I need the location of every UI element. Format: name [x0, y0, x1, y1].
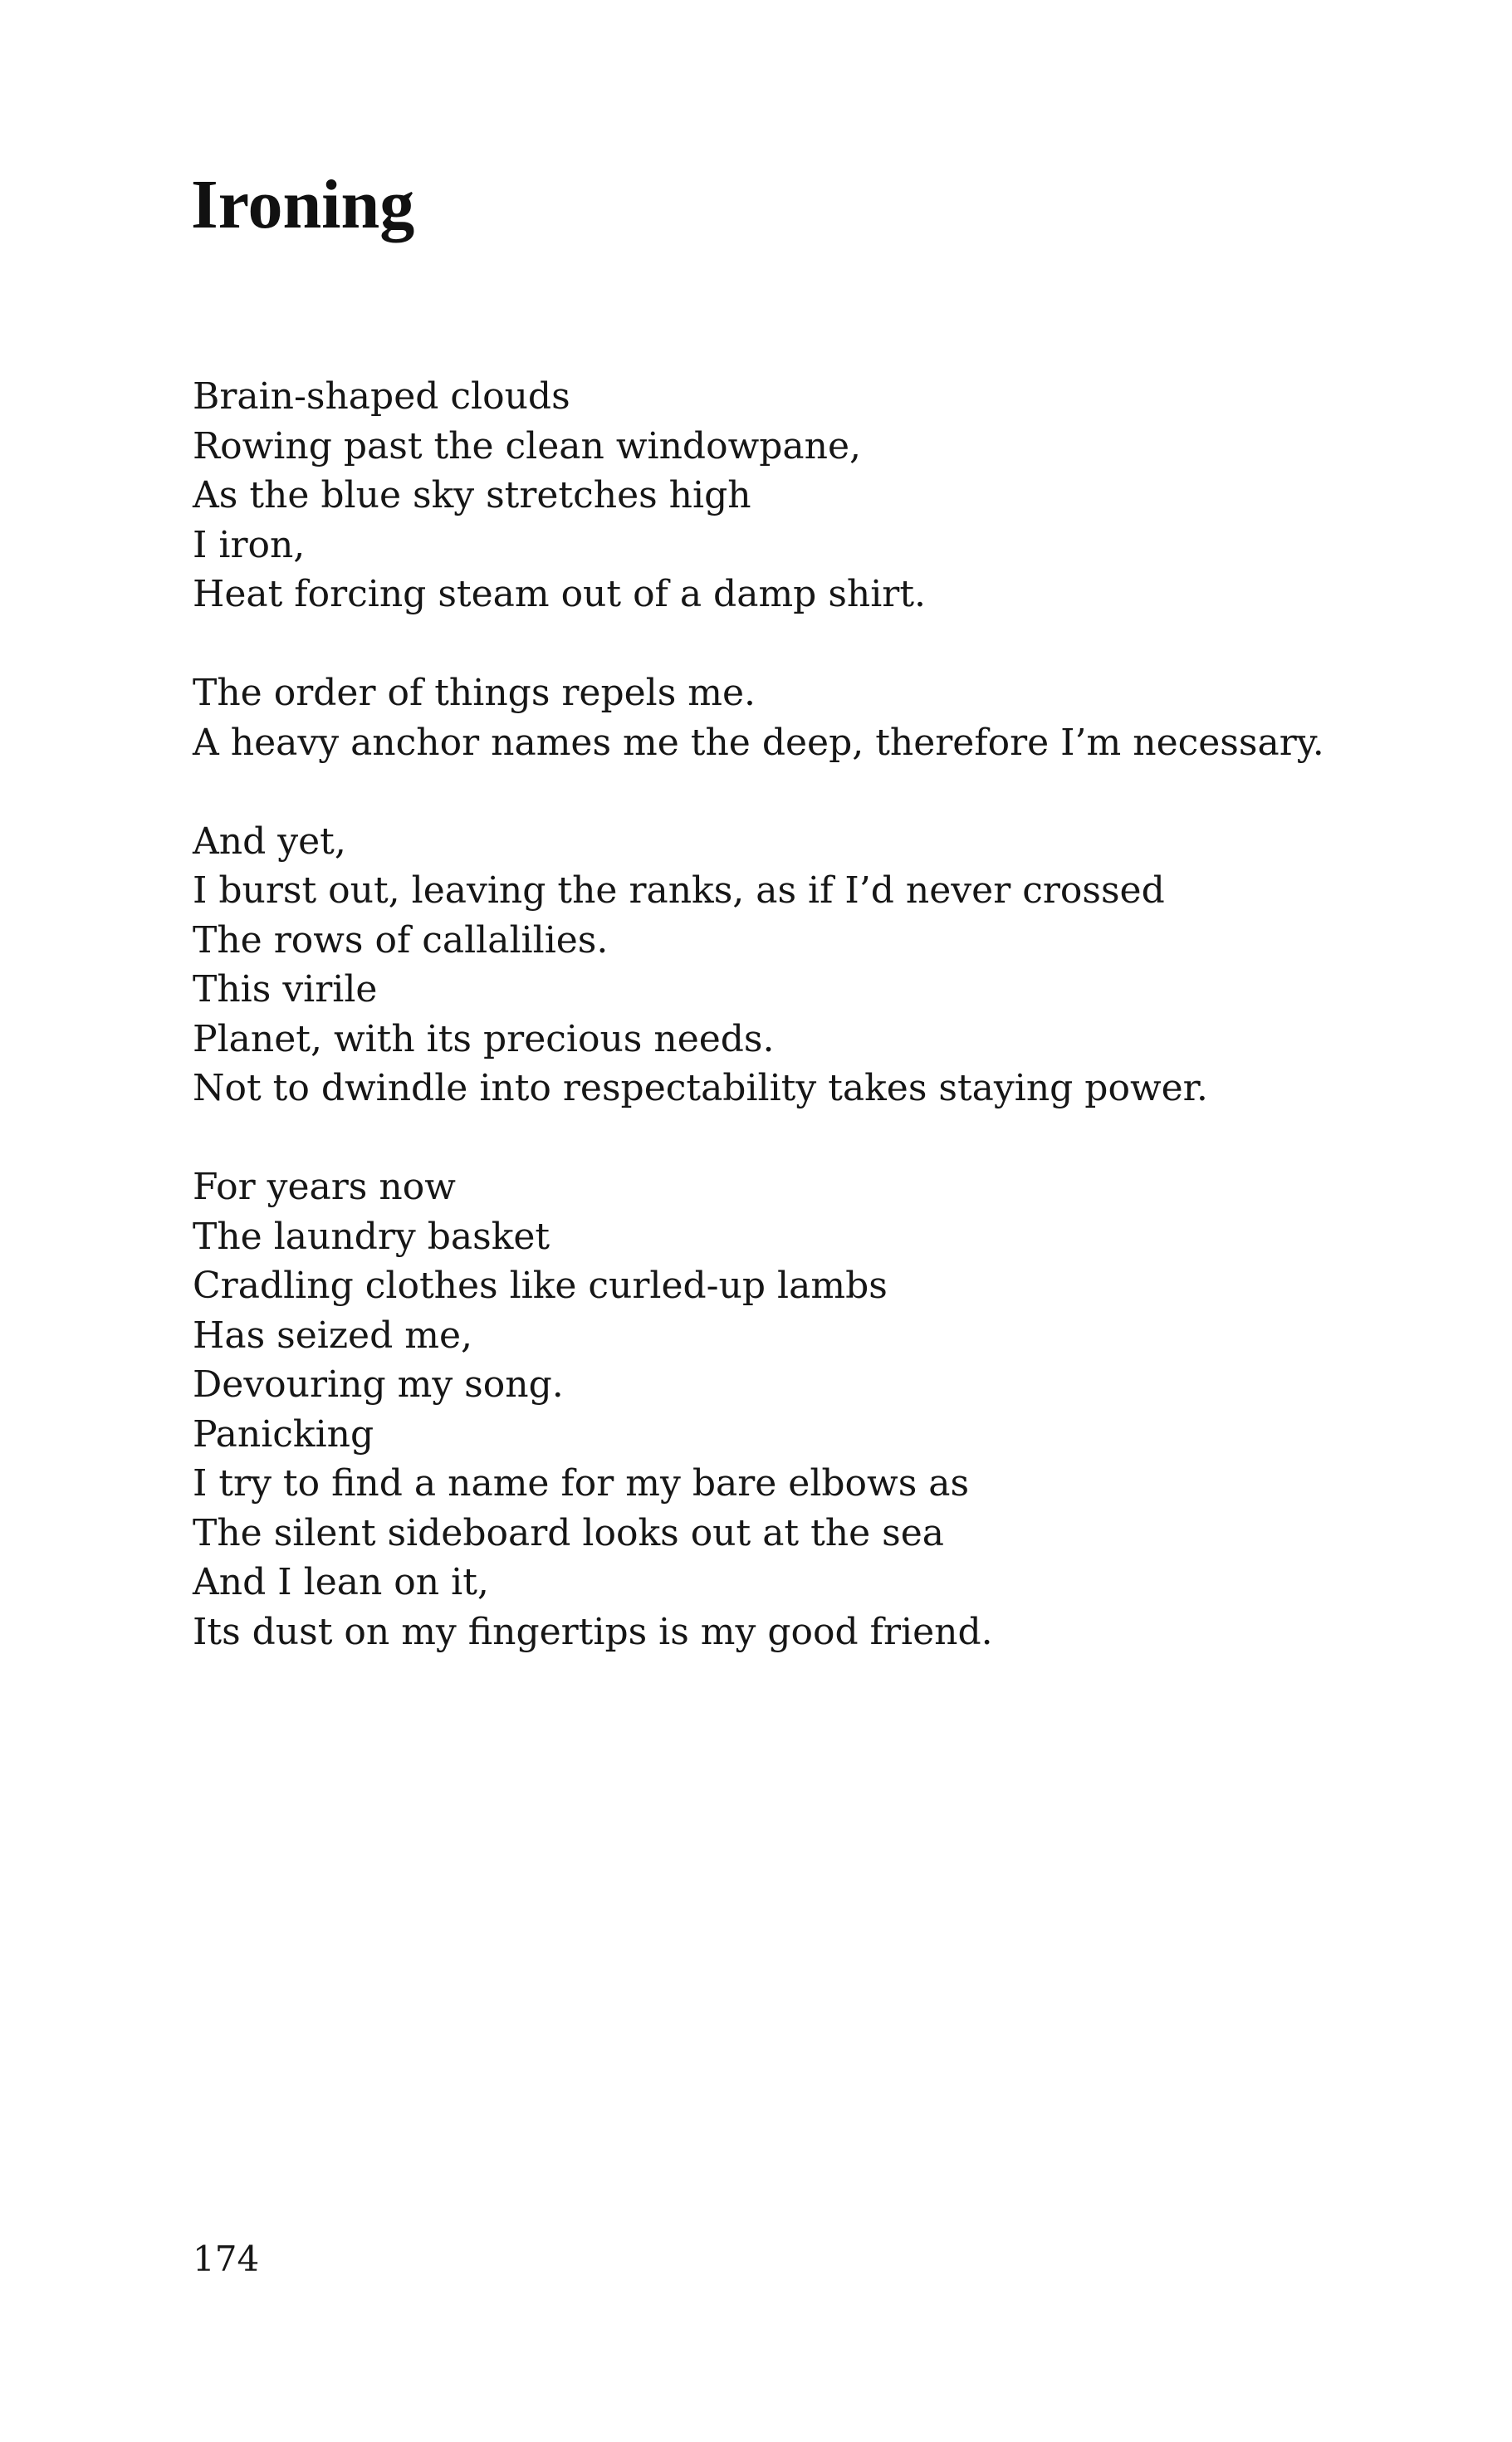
poem-line: I iron, [193, 523, 306, 566]
poem-line: And I lean on it, [193, 1561, 489, 1603]
poem-line: Has seized me, [193, 1314, 472, 1357]
stanza-2 [193, 668, 1438, 767]
poem-line: Panicking [193, 1412, 374, 1456]
poem-line: Not to dwindle into respectability takes staying power. [193, 1067, 1208, 1109]
poem-title: Ironing [191, 166, 415, 243]
poem-line: Devouring my song. [193, 1363, 564, 1406]
poem-body [193, 372, 1438, 1657]
poem-line: The rows of callalilies. [193, 918, 609, 962]
poem-line: As the blue sky stretches high [193, 474, 751, 516]
poem-line: Planet, with its precious needs. [193, 1017, 775, 1060]
poem-line: And yet, [193, 820, 346, 863]
poem-line: The laundry basket [193, 1215, 550, 1258]
poem-line: A heavy anchor names me the deep, therefore I’m necessary. [193, 721, 1324, 764]
poem-line: The silent sideboard looks out at the sea [193, 1511, 944, 1554]
page-number: 174 [193, 2239, 260, 2279]
stanza-1 [193, 372, 1438, 619]
poem-line: Rowing past the clean windowpane, [193, 424, 861, 467]
poem-line: Heat forcing steam out of a damp shirt. [193, 573, 927, 615]
stanza-3 [193, 817, 1438, 1113]
poem-line: I try to find a name for my bare elbows as [193, 1462, 970, 1505]
poem-line: Brain-shaped clouds [193, 375, 570, 418]
poem-line: The order of things repels me. [193, 672, 756, 714]
poem-line: This virile [193, 968, 378, 1011]
poem-line: For years now [193, 1166, 456, 1208]
stanza-4 [193, 1162, 1438, 1657]
poem-line: Cradling clothes like curled-up lambs [193, 1265, 888, 1307]
poem-line: I burst out, leaving the ranks, as if I’d never crossed [193, 869, 1165, 912]
poem-line: Its dust on my fingertips is my good friend. [193, 1610, 993, 1653]
